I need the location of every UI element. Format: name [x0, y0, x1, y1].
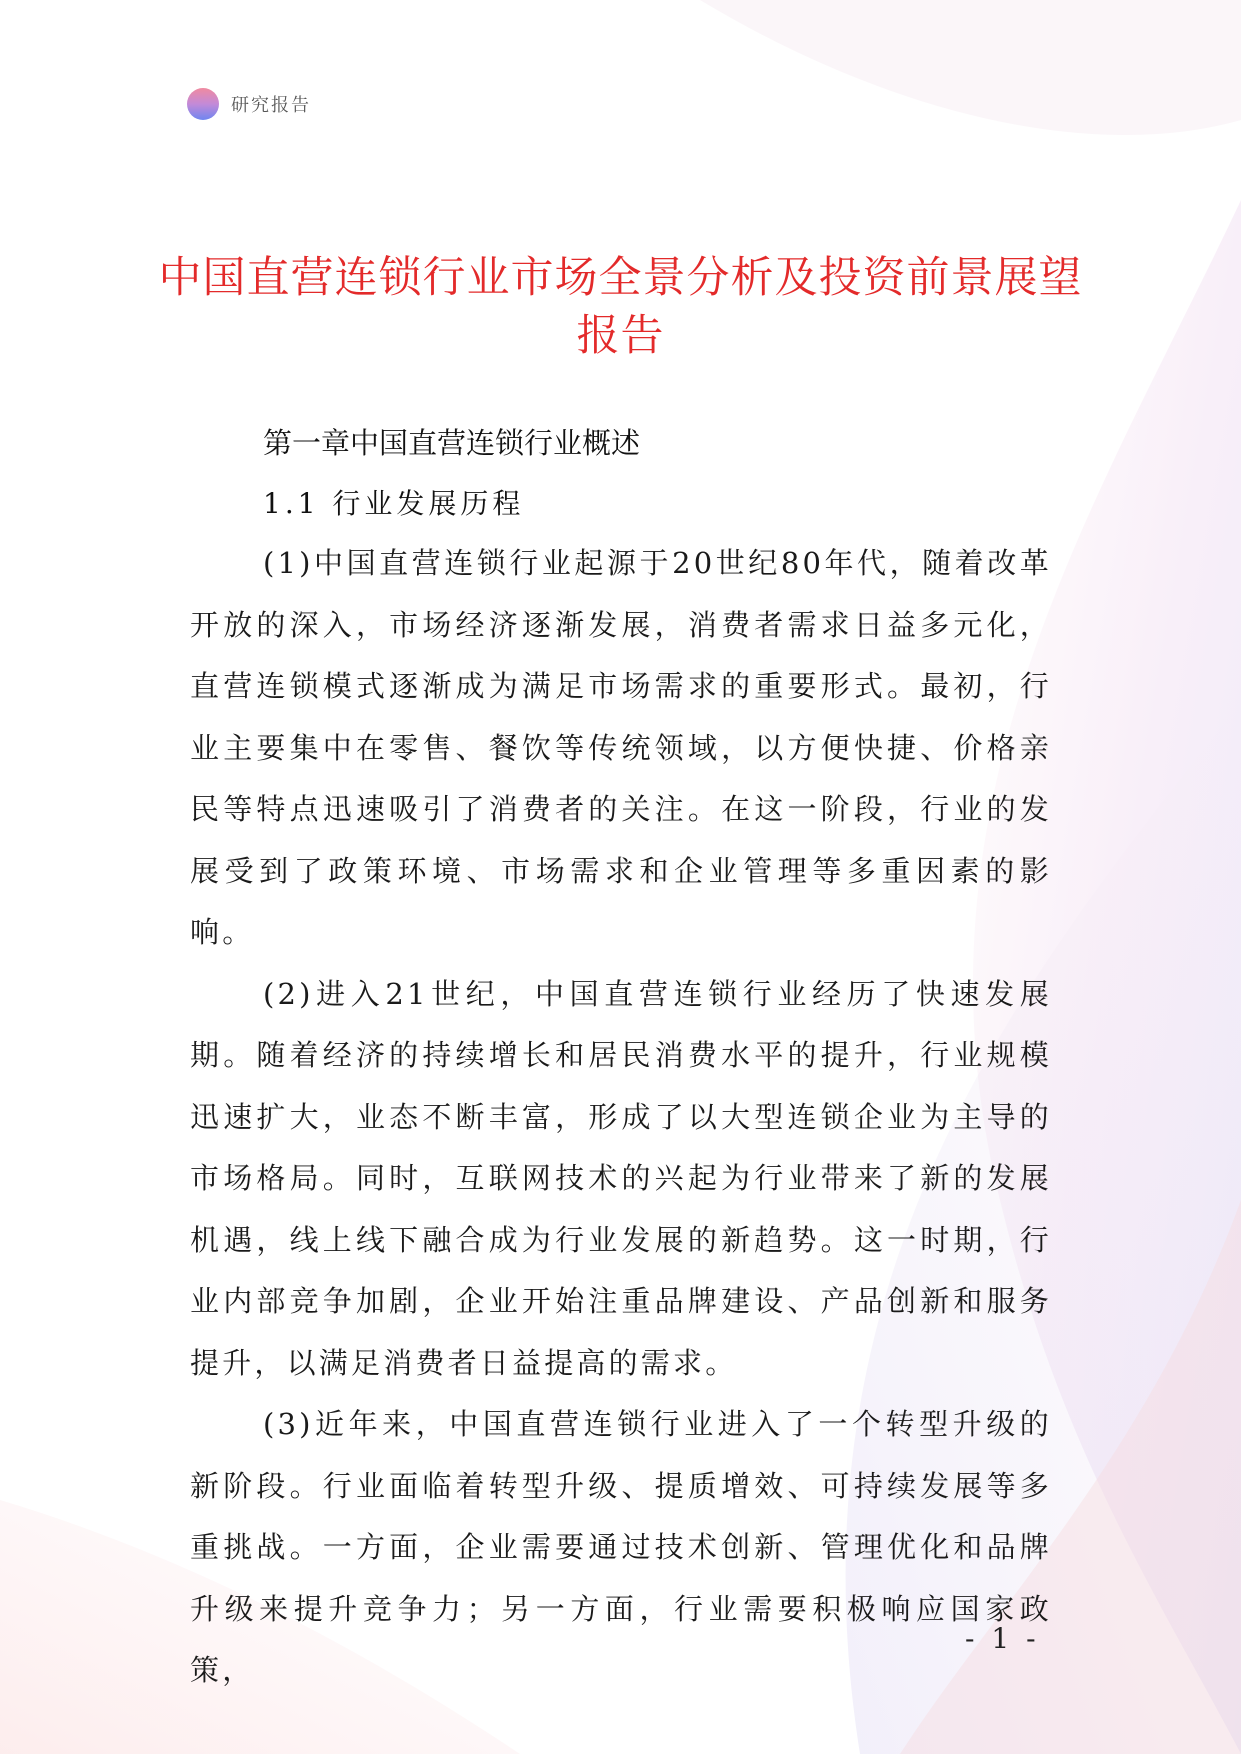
report-header [187, 88, 311, 120]
logo-circle-icon [187, 88, 219, 120]
paragraph-1: (1)中国直营连锁行业起源于20世纪80年代，随着改革开放的深入，市场经济逐渐发展，消费者需求日益多元化，直营连锁模式逐渐成为满足市场需求的重要形式。最初，行业主要集中在零售、餐饮等传统领域，以方便快捷、价格亲民等特点迅速吸引了消费者的关注。在这一阶段，行业的发展受到了政策环境、市场需求和企业管理等多重因素的影响。 [190, 546, 1052, 949]
paragraph-2: (2)进入21世纪，中国直营连锁行业经历了快速发展期。随着经济的持续增长和居民消费水平的提升，行业规模迅速扩大，业态不断丰富，形成了以大型连锁企业为主导的市场格局。同时，互联网技术的兴起为行业带来了新的发展机遇，线上线下融合成为行业发展的新趋势。这一时期，行业内部竞争加剧，企业开始注重品牌建设、产品创新和服务提升，以满足消费者日益提高的需求。 [190, 976, 1052, 1380]
paragraph-3: (3)近年来，中国直营连锁行业进入了一个转型升级的新阶段。行业面临着转型升级、提质增效、可持续发展等多重挑战。一方面，企业需要通过技术创新、管理优化和品牌升级来提升竞争力；另一方面，行业需要积极响应国家政策， [190, 1407, 1052, 1687]
document-title: 中国直营连锁行业市场全景分析及投资前景展望报告 [158, 252, 1083, 361]
page-number: - 1 - [965, 1622, 1040, 1655]
section-heading: 1.1 行业发展历程 [263, 487, 525, 520]
chapter-heading: 第一章中国直营连锁行业概述 [263, 426, 641, 460]
document-body [190, 414, 1052, 1702]
header-label: 研究报告 [231, 95, 311, 116]
